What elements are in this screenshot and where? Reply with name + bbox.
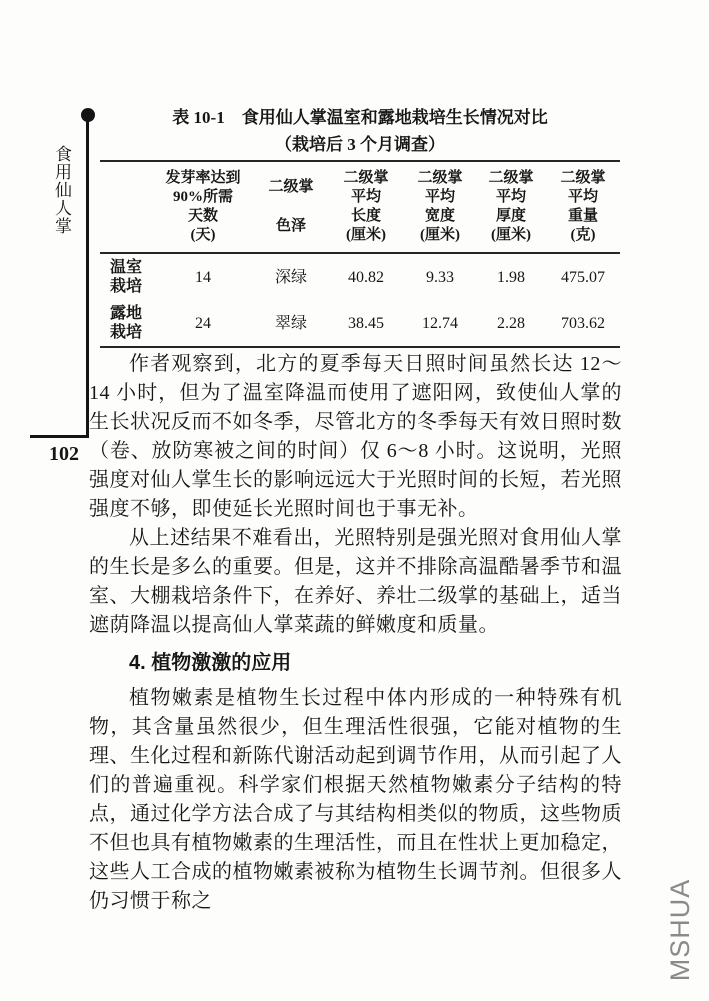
table-header-cell: 二级掌 色泽 <box>268 179 314 234</box>
table-row <box>100 300 620 347</box>
table-cell: 翠绿 <box>274 314 307 332</box>
paragraph-light-conclusion: 从上述结果不难看出，光照特别是强光照对食用仙人掌的生长是多么的重要。但是，这并不排除高温酷暑季节和温室、大棚栽培条件下，在养好、养壮二级掌的基础上，适当遮荫降温以提高仙人掌菜蔬的鲜嫩度和质量。 <box>89 527 622 636</box>
table-header <box>100 161 620 253</box>
table-cell: 1.98 <box>497 268 525 286</box>
text-block <box>89 350 622 916</box>
section-heading: 4. 植物激激的应用 <box>129 652 292 674</box>
table-caption-line1: 表 10-1 食用仙人掌温室和露地栽培生长情况对比 <box>172 108 548 127</box>
table-row-label: 温室 栽培 <box>109 259 142 295</box>
table-cell: 深绿 <box>274 268 307 286</box>
table-header-cell: 二级掌 平均 重量 (克) <box>560 170 606 243</box>
paragraph-plant-hormones: 植物嫩素是植物生长过程中体内形成的一种特殊有机物，其含量虽然很少，但生理活性很强，它能对植物的生理、生化过程和新陈代谢活动起到调节作用，从而引起了人们的普遍重视。科学家们根据天然植物嫩素分子结构的特点，通过化学方法合成了与其结构相类似的物质，这些物质不但也具有植物嫩素的生理活性，而且在性状上更加稳定，这些人工合成的植物嫩素被称为植物生长调节剂。但很多人仍习惯于称之 <box>89 687 622 912</box>
table-cell: 38.45 <box>348 314 384 332</box>
watermark: MSHUA <box>665 878 695 982</box>
table-body <box>100 253 620 347</box>
table-caption <box>100 104 620 158</box>
table-cell: 475.07 <box>561 268 605 286</box>
table-row <box>100 253 620 300</box>
page-number: 102 <box>49 443 79 465</box>
table-block <box>100 104 620 348</box>
table-header-cell: 发芽率达到 90%所需 天数 (天) <box>165 170 241 243</box>
table-header-cell: 二级掌 平均 宽度 (厘米) <box>417 170 463 243</box>
table-row-label: 露地 栽培 <box>109 305 142 341</box>
table-cell: 12.74 <box>422 314 458 332</box>
table-header-row <box>100 161 620 253</box>
table-header-cell <box>100 161 152 253</box>
table-header-cell: 二级掌 平均 厚度 (厘米) <box>488 170 534 243</box>
table-cell: 2.28 <box>497 314 525 332</box>
sidebar-rule-horizontal <box>30 435 89 438</box>
growth-comparison-table <box>100 160 620 348</box>
table-header-cell: 二级掌 平均 长度 (厘米) <box>343 170 389 243</box>
paragraph-light-observation: 作者观察到，北方的夏季每天日照时间虽然长达 12～14 小时，但为了温室降温而使用了遮阳网，致使仙人掌的生长状况反而不如冬季，尽管北方的冬季每天有效日照时数（卷、放防寒被之间的时间）仅 6～8 小时。这说明，光照强度对仙人掌生长的影响远远大于光照时间的长短，若光照强度不够，即使延长光照时间也于事无补。 <box>89 353 622 520</box>
sidebar-book-title: 食用仙人掌 <box>55 145 72 236</box>
table-cell: 14 <box>195 268 211 286</box>
table-cell: 9.33 <box>426 268 454 286</box>
table-cell: 703.62 <box>561 314 605 332</box>
table-cell: 24 <box>195 314 211 332</box>
table-caption-line2: （栽培后 3 个月调查） <box>275 135 445 154</box>
table-cell: 40.82 <box>348 268 384 286</box>
